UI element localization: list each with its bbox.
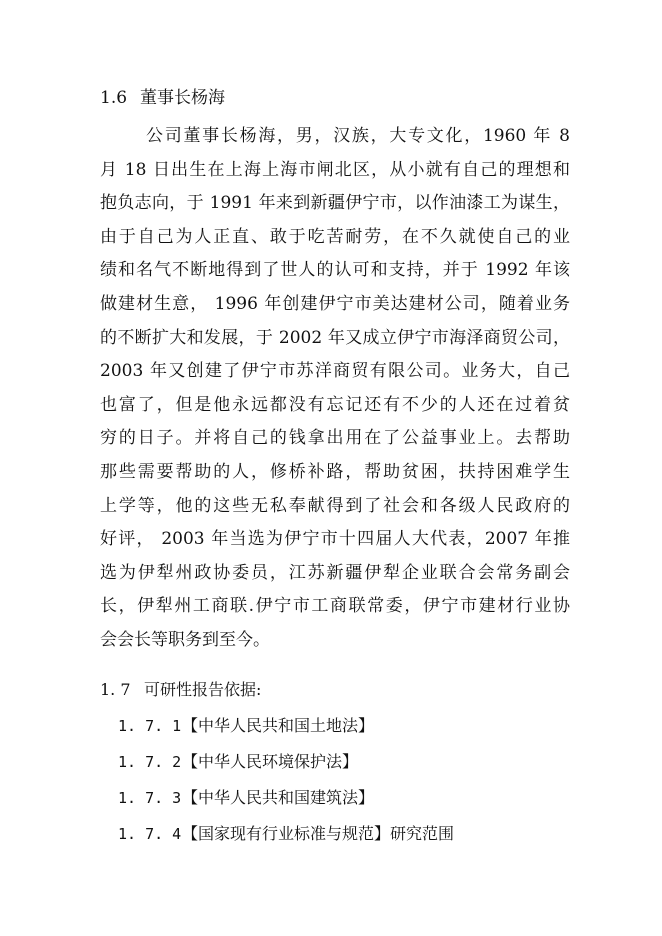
list-item-text: 【中华人民共和国建筑法】	[182, 788, 375, 807]
list-item	[118, 708, 558, 744]
list-item-number: 1. 7. 1	[118, 717, 182, 735]
body-paragraph	[100, 120, 570, 658]
list-item-text: 【国家现有行业标准与规范】研究范围	[182, 824, 455, 843]
paragraph-line: 那些需要帮助的人，修桥补路，帮助贫困，扶持困难学生	[100, 461, 570, 482]
section-heading-1-7	[100, 678, 261, 702]
section-number: 1. 7	[100, 680, 131, 699]
paragraph-line: 也富了，但是他永远都没有忘记还有不少的人还在过着贫	[100, 394, 570, 415]
list-item	[118, 780, 558, 816]
list-item-number: 1. 7. 4	[118, 825, 182, 843]
paragraph-line: 绩和名气不断地得到了世人的认可和支持，并于 1992 年该	[100, 260, 570, 281]
paragraph-line: 月 18 日出生在上海上海市闸北区，从小就有自己的理想和	[100, 159, 570, 180]
list-item-text: 【中华人民环境保护法】	[182, 752, 359, 771]
paragraph-line: 会会长等职务到至今。	[100, 629, 270, 650]
list-item-text: 【中华人民共和国土地法】	[182, 716, 375, 735]
list-item	[118, 816, 558, 852]
paragraph-line: 好评， 2003 年当选为伊宁市十四届人大代表，2007 年推	[100, 529, 570, 550]
list-item	[118, 744, 558, 780]
paragraph-line: 做建材生意， 1996 年创建伊宁市美达建材公司，随着业务	[100, 293, 570, 314]
paragraph-line: 抱负志向，于 1991 年来到新疆伊宁市，以作油漆工为谋生，	[100, 193, 570, 214]
paragraph-line: 2003 年又创建了伊宁市苏洋商贸有限公司。业务大，自己	[100, 361, 570, 382]
reference-list	[118, 708, 558, 852]
section-title: 董事长杨海	[140, 88, 225, 108]
paragraph-line: 选为伊犁州政协委员，江苏新疆伊犁企业联合会常务副会	[100, 562, 570, 583]
list-item-number: 1. 7. 3	[118, 789, 182, 807]
section-title: 可研性报告依据:	[144, 680, 262, 699]
paragraph-line: 穷的日子。并将自己的钱拿出用在了公益事业上。去帮助	[100, 428, 570, 449]
paragraph-line: 公司董事长杨海，男，汉族，大专文化，1960 年 8	[146, 126, 570, 146]
list-item-number: 1. 7. 2	[118, 753, 182, 771]
paragraph-line: 的不断扩大和发展，于 2002 年又成立伊宁市海泽商贸公司，	[100, 327, 570, 348]
paragraph-line: 长，伊犁州工商联.伊宁市工商联常委，伊宁市建材行业协	[100, 596, 570, 617]
section-number: 1.6	[100, 88, 128, 108]
paragraph-line: 由于自己为人正直、敢于吃苦耐劳，在不久就使自己的业	[100, 226, 570, 247]
paragraph-line: 上学等，他的这些无私奉献得到了社会和各级人民政府的	[100, 495, 570, 516]
section-heading-1-6	[100, 86, 225, 110]
